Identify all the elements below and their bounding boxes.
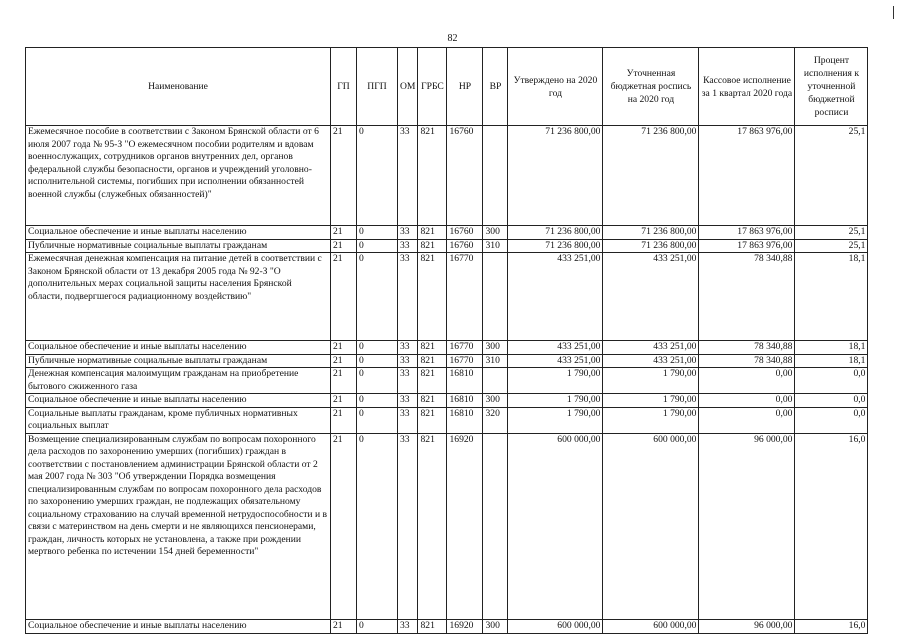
cell-approved: 71 236 800,00	[508, 226, 603, 240]
cell-om: 33	[398, 354, 418, 368]
column-header-approved: Утверждено на 2020 год	[508, 48, 603, 126]
cell-percent: 0,0	[795, 368, 868, 394]
cell-name: Публичные нормативные социальные выплаты гражданам	[26, 239, 331, 253]
cell-refined: 433 251,00	[603, 354, 699, 368]
column-header-ppgp: ПГП	[357, 48, 398, 126]
cell-cash: 0,00	[699, 368, 795, 394]
cell-vr: 300	[483, 394, 508, 408]
cell-percent: 18,1	[795, 341, 868, 355]
cell-name: Социальные выплаты гражданам, кроме публичных нормативных социальных выплат	[26, 407, 331, 433]
cell-gp: 21	[331, 126, 357, 226]
cell-ppgp: 0	[357, 368, 398, 394]
cell-approved: 433 251,00	[508, 253, 603, 341]
table-row	[26, 354, 868, 368]
cell-cash: 0,00	[699, 394, 795, 408]
column-header-om: ОМ	[398, 48, 418, 126]
cell-gp: 21	[331, 394, 357, 408]
cell-np: 16920	[447, 619, 483, 633]
table-row	[26, 226, 868, 240]
cell-ppgp: 0	[357, 126, 398, 226]
cell-np: 16760	[447, 239, 483, 253]
cell-grbs: 821	[418, 253, 447, 341]
cell-refined: 71 236 800,00	[603, 239, 699, 253]
cell-vr: 300	[483, 619, 508, 633]
cell-percent: 0,0	[795, 407, 868, 433]
cell-refined: 71 236 800,00	[603, 126, 699, 226]
cell-om: 33	[398, 126, 418, 226]
cell-grbs: 821	[418, 433, 447, 619]
cell-percent: 16,0	[795, 433, 868, 619]
table-body	[26, 126, 868, 634]
cell-approved: 433 251,00	[508, 354, 603, 368]
cell-grbs: 821	[418, 239, 447, 253]
cell-vr: 310	[483, 354, 508, 368]
cell-cash: 96 000,00	[699, 619, 795, 633]
cell-grbs: 821	[418, 226, 447, 240]
cell-refined: 433 251,00	[603, 253, 699, 341]
cell-approved: 71 236 800,00	[508, 126, 603, 226]
page-number: 82	[447, 33, 458, 44]
cell-cash: 78 340,88	[699, 341, 795, 355]
cell-np: 16760	[447, 226, 483, 240]
cell-cash: 78 340,88	[699, 253, 795, 341]
cell-cash: 78 340,88	[699, 354, 795, 368]
cell-om: 33	[398, 368, 418, 394]
cell-name: Социальное обеспечение и иные выплаты населению	[26, 226, 331, 240]
table-row	[26, 433, 868, 619]
column-header-percent: Процент исполнения к уточненной бюджетной росписи	[795, 48, 868, 126]
cell-approved: 71 236 800,00	[508, 239, 603, 253]
cell-gp: 21	[331, 253, 357, 341]
cell-np: 16770	[447, 253, 483, 341]
cell-np: 16920	[447, 433, 483, 619]
cell-name: Социальное обеспечение и иные выплаты населению	[26, 341, 331, 355]
cell-cash: 0,00	[699, 407, 795, 433]
cell-grbs: 821	[418, 368, 447, 394]
cell-grbs: 821	[418, 341, 447, 355]
cell-name: Ежемесячная денежная компенсация на питание детей в соответствии с Законом Брянской области от 13 декабря 2005 года № 92-З "О дополнительных мерах социальной защиты населения Брянской области, подвергшегося радиационному воздействию"	[26, 253, 331, 341]
cell-approved: 600 000,00	[508, 433, 603, 619]
column-header-name: Наименование	[26, 48, 331, 126]
cell-np: 16810	[447, 407, 483, 433]
cell-vr	[483, 253, 508, 341]
cell-grbs: 821	[418, 619, 447, 633]
cell-ppgp: 0	[357, 253, 398, 341]
table-row	[26, 239, 868, 253]
cell-name: Возмещение специализированным службам по вопросам похоронного дела расходов по захоронению умерших (погибших) граждан в соответствии с постановлением администрации Брянской области от 2 мая 2007 года № 303 "Об утверждении Порядка возмещения специализированным службам по вопросам похоронного дела расходов по захоронению умерших граждан, не подлежащих обязательному социальному страхованию на случай временной нетрудоспособности и в связи с материнством на день смерти и не являющихся пенсионерами, граждан, личность которых не установлена, а также при рождении мертвого ребенка по истечении 154 дней беременности"	[26, 433, 331, 619]
cell-percent: 18,1	[795, 253, 868, 341]
cell-name: Социальное обеспечение и иные выплаты населению	[26, 394, 331, 408]
cell-refined: 600 000,00	[603, 433, 699, 619]
cell-grbs: 821	[418, 407, 447, 433]
cell-ppgp: 0	[357, 341, 398, 355]
cell-grbs: 821	[418, 394, 447, 408]
table-row	[26, 407, 868, 433]
cell-grbs: 821	[418, 354, 447, 368]
table-row	[26, 341, 868, 355]
table-row	[26, 368, 868, 394]
table-row	[26, 619, 868, 633]
cell-cash: 96 000,00	[699, 433, 795, 619]
cell-approved: 1 790,00	[508, 407, 603, 433]
cell-percent: 16,0	[795, 619, 868, 633]
column-header-np: НР	[447, 48, 483, 126]
cell-percent: 25,1	[795, 126, 868, 226]
cell-gp: 21	[331, 619, 357, 633]
column-header-grbs: ГРБС	[418, 48, 447, 126]
cell-cash: 17 863 976,00	[699, 226, 795, 240]
cell-ppgp: 0	[357, 394, 398, 408]
cell-approved: 1 790,00	[508, 368, 603, 394]
scan-edge-mark	[893, 6, 894, 19]
table-header-row	[26, 48, 868, 126]
cell-vr: 300	[483, 226, 508, 240]
column-header-vr: ВР	[483, 48, 508, 126]
cell-refined: 433 251,00	[603, 341, 699, 355]
cell-ppgp: 0	[357, 619, 398, 633]
cell-approved: 600 000,00	[508, 619, 603, 633]
cell-refined: 600 000,00	[603, 619, 699, 633]
cell-om: 33	[398, 239, 418, 253]
cell-om: 33	[398, 253, 418, 341]
cell-vr	[483, 368, 508, 394]
budget-table	[25, 47, 868, 634]
cell-om: 33	[398, 433, 418, 619]
cell-vr: 320	[483, 407, 508, 433]
cell-ppgp: 0	[357, 354, 398, 368]
cell-gp: 21	[331, 226, 357, 240]
cell-vr: 310	[483, 239, 508, 253]
cell-om: 33	[398, 619, 418, 633]
table-row	[26, 394, 868, 408]
cell-vr	[483, 126, 508, 226]
cell-percent: 25,1	[795, 226, 868, 240]
cell-gp: 21	[331, 368, 357, 394]
cell-gp: 21	[331, 407, 357, 433]
cell-ppgp: 0	[357, 226, 398, 240]
cell-name: Ежемесячное пособие в соответствии с Законом Брянской области от 6 июля 2007 года № 95-З "О ежемесячном пособии родителям и вдовам военнослужащих, сотрудников органов внутренних дел, органов федеральной службы безопасности, органов и учреждений уголовно-исполнительной системы, погибших при исполнении обязанностей военной службы (служебных обязанностей)"	[26, 126, 331, 226]
cell-np: 16770	[447, 341, 483, 355]
cell-approved: 1 790,00	[508, 394, 603, 408]
table-row	[26, 126, 868, 226]
cell-refined: 1 790,00	[603, 394, 699, 408]
cell-cash: 17 863 976,00	[699, 239, 795, 253]
cell-gp: 21	[331, 433, 357, 619]
cell-percent: 18,1	[795, 354, 868, 368]
cell-om: 33	[398, 226, 418, 240]
cell-om: 33	[398, 407, 418, 433]
table-row	[26, 253, 868, 341]
column-header-cash: Кассовое исполнение за 1 квартал 2020 года	[699, 48, 795, 126]
cell-np: 16760	[447, 126, 483, 226]
cell-np: 16810	[447, 368, 483, 394]
cell-approved: 433 251,00	[508, 341, 603, 355]
cell-np: 16770	[447, 354, 483, 368]
cell-gp: 21	[331, 239, 357, 253]
cell-percent: 25,1	[795, 239, 868, 253]
cell-percent: 0,0	[795, 394, 868, 408]
cell-ppgp: 0	[357, 239, 398, 253]
cell-refined: 71 236 800,00	[603, 226, 699, 240]
cell-gp: 21	[331, 354, 357, 368]
cell-name: Социальное обеспечение и иные выплаты населению	[26, 619, 331, 633]
column-header-gp: ГП	[331, 48, 357, 126]
cell-np: 16810	[447, 394, 483, 408]
cell-ppgp: 0	[357, 407, 398, 433]
cell-om: 33	[398, 394, 418, 408]
cell-refined: 1 790,00	[603, 407, 699, 433]
cell-om: 33	[398, 341, 418, 355]
cell-vr: 300	[483, 341, 508, 355]
cell-name: Публичные нормативные социальные выплаты гражданам	[26, 354, 331, 368]
cell-name: Денежная компенсация малоимущим гражданам на приобретение бытового сжиженного газа	[26, 368, 331, 394]
cell-gp: 21	[331, 341, 357, 355]
cell-cash: 17 863 976,00	[699, 126, 795, 226]
cell-grbs: 821	[418, 126, 447, 226]
cell-vr	[483, 433, 508, 619]
cell-ppgp: 0	[357, 433, 398, 619]
column-header-refined: Уточненная бюджетная роспись на 2020 год	[603, 48, 699, 126]
cell-refined: 1 790,00	[603, 368, 699, 394]
